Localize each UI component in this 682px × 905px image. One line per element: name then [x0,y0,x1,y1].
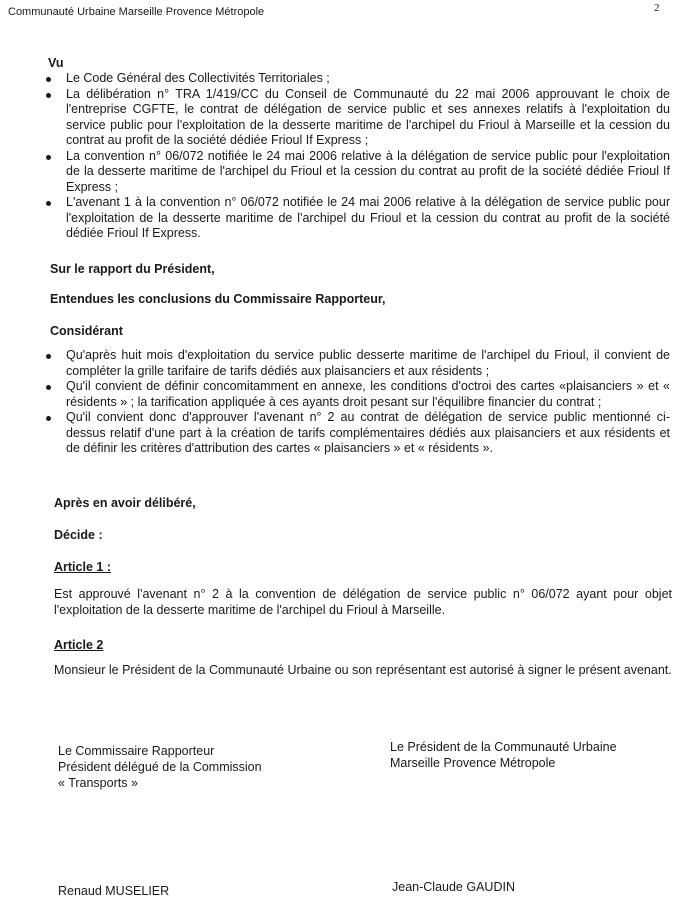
article1-heading: Article 1 : [54,560,111,574]
bullet-icon [46,93,51,98]
signatory-left-title-1: Le Commissaire Rapporteur [58,744,215,758]
considerant-heading: Considérant [50,324,123,338]
bullet-icon [46,416,51,421]
signatory-right-title-1: Le Président de la Communauté Urbaine [390,740,617,754]
page-number: 2 [654,2,660,14]
article2-heading: Article 2 [54,638,104,652]
vu-heading: Vu [48,56,64,70]
vu-item: La délibération n° TRA 1/419/CC du Conseil de Communauté du 22 mai 2006 approuvant le choix de l'entreprise CGFTE, le contrat de délégation de service public et ses annexes relatifs à l'exploitation du service public pour l'exploitation de la desserte maritime de l'archipel du Frioul à Marseille et la cession du contrat au profit de la société dédiée Frioul If Express ; [44,87,670,149]
signatory-right-name: Jean-Claude GAUDIN [392,880,515,894]
signatory-left-title-3: « Transports » [58,776,138,790]
conclusions-line: Entendues les conclusions du Commissaire Rapporteur, [50,292,386,306]
document-header: Communauté Urbaine Marseille Provence Métropole [8,6,265,18]
bullet-icon [46,77,51,82]
signatory-right-title-2: Marseille Provence Métropole [390,756,556,770]
considerant-item: Qu'il convient donc d'approuver l'avenant n° 2 au contrat de délégation de service public mentionné ci-dessus relatif d'une part à la création de tarifs complémentaires dédiés aux plaisanciers et aux résidents et de définir les critères d'attribution des cartes « plaisanciers » et « résidents ». [44,410,670,457]
vu-item: La convention n° 06/072 notifiée le 24 mai 2006 relative à la délégation de service public pour l'exploitation de la desserte maritime de l'archipel du Frioul et la cession du contrat au profit de la société dédiée Frioul If Express ; [44,149,670,196]
signatory-left-name: Renaud MUSELIER [58,884,170,898]
bullet-icon [46,201,51,206]
signatory-left-title-2: Président délégué de la Commission [58,760,262,774]
bullet-icon [46,385,51,390]
article2-text: Monsieur le Président de la Communauté Urbaine ou son représentant est autorisé à signer le présent avenant. [54,663,672,677]
bullet-icon [46,354,51,359]
vu-item: L'avenant 1 à la convention n° 06/072 notifiée le 24 mai 2006 relative à la délégation de service public pour l'exploitation de la desserte maritime de l'archipel du Frioul et la cession du contrat au profit de la société dédiée Frioul If Express. [44,195,670,242]
vu-item: Le Code Général des Collectivités Territoriales ; [44,71,670,87]
delibere-line: Après en avoir délibéré, [54,496,196,510]
bullet-icon [46,155,51,160]
decide-line: Décide : [54,528,103,542]
considerant-item: Qu'après huit mois d'exploitation du service public desserte maritime de l'archipel du Frioul, il convient de compléter la grille tarifaire de tarifs dédiés aux plaisanciers et aux résidents ; [44,348,670,379]
rapport-line: Sur le rapport du Président, [50,262,215,276]
article1-text: Est approuvé l'avenant n° 2 à la convention de délégation de service public n° 06/072 ayant pour objet l'exploitation de la desserte maritime de l'archipel du Frioul à Marseille. [54,587,672,617]
considerant-item: Qu'il convient de définir concomitamment en annexe, les conditions d'octroi des cartes «plaisanciers » et « résidents » ; la tarification appliquée à ces ayants droit pesant sur l'équilibre financier du contrat ; [44,379,670,410]
considerant-list [44,348,670,457]
vu-list [44,71,670,242]
